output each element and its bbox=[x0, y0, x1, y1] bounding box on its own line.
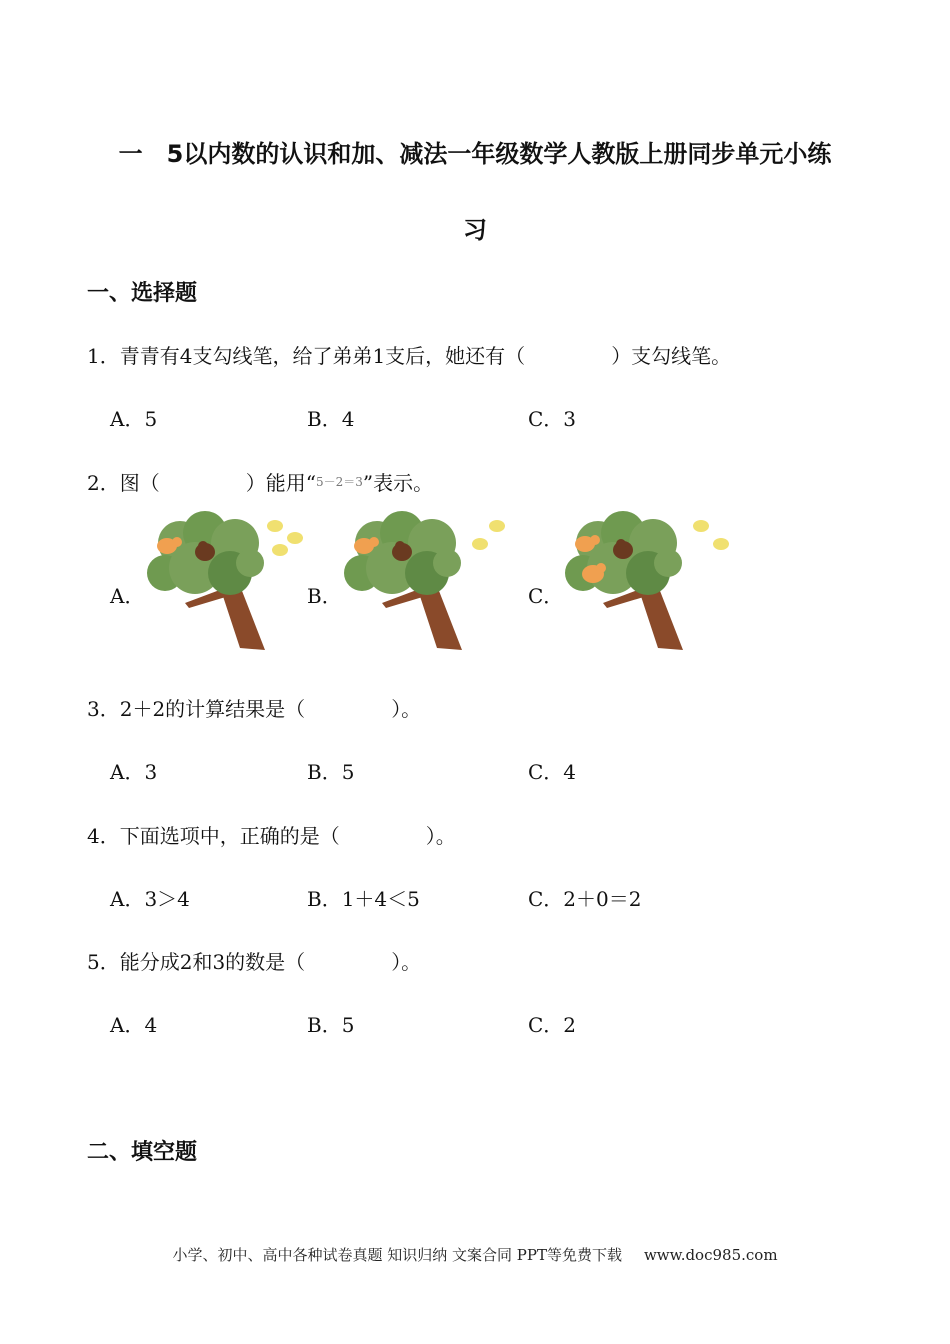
question-1 bbox=[87, 340, 731, 369]
section-heading-choice: 一、选择题 bbox=[87, 281, 198, 306]
q2-option-b: B． bbox=[307, 584, 342, 608]
question-4-text-end: ）。 bbox=[425, 824, 456, 848]
question-2-text-mid: ）能用“ bbox=[245, 471, 316, 495]
q4-option-c: C．2＋0＝2 bbox=[528, 887, 642, 911]
yellow-bird-icon bbox=[713, 538, 729, 550]
q1-option-b: B．4 bbox=[307, 407, 355, 431]
q1-option-a: A．5 bbox=[110, 407, 158, 431]
q3-option-c: C．4 bbox=[528, 760, 577, 784]
q2-option-c: C． bbox=[528, 584, 564, 608]
q3-option-a: A．3 bbox=[110, 760, 158, 784]
question-5-text-end: ）。 bbox=[391, 950, 422, 974]
page-footer bbox=[0, 1244, 950, 1265]
yellow-bird-icon bbox=[489, 520, 505, 532]
q3-option-b: B．5 bbox=[307, 760, 355, 784]
question-3-text: 3．2＋2的计算结果是（ bbox=[87, 697, 306, 721]
question-1-text: 1．青青有4支勾线笔，给了弟弟1支后，她还有（ bbox=[87, 344, 526, 368]
q4-option-a: A．3＞4 bbox=[110, 887, 190, 911]
page-title-line-1: 一 5以内数的认识和加、减法一年级数学人教版上册同步单元小练 bbox=[118, 140, 832, 168]
yellow-bird-icon bbox=[272, 544, 288, 556]
tree-birds-illustration-c bbox=[563, 508, 733, 658]
question-3-text-end: ）。 bbox=[391, 697, 422, 721]
footer-url[interactable]: www.doc985.com bbox=[643, 1246, 778, 1264]
q2-option-a: A． bbox=[110, 584, 145, 608]
q4-option-b: B．1＋4＜5 bbox=[307, 887, 420, 911]
question-4-text: 4．下面选项中，正确的是（ bbox=[87, 824, 340, 848]
footer-text: 小学、初中、高中各种试卷真题 知识归纳 文案合同 PPT等免费下载 bbox=[172, 1246, 622, 1264]
q5-option-a: A．4 bbox=[110, 1013, 158, 1037]
question-2-text: 2．图（ bbox=[87, 471, 160, 495]
question-4 bbox=[87, 820, 456, 849]
question-2-text-end: ”表示。 bbox=[362, 471, 434, 495]
yellow-bird-icon bbox=[287, 532, 303, 544]
formula-image: 5－2＝3 bbox=[315, 475, 363, 489]
yellow-bird-icon bbox=[693, 520, 709, 532]
section-heading-fill: 二、填空题 bbox=[87, 1140, 198, 1165]
question-1-text-end: ）支勾线笔。 bbox=[611, 344, 732, 368]
yellow-bird-icon bbox=[472, 538, 488, 550]
question-3 bbox=[87, 693, 421, 722]
question-2 bbox=[87, 467, 433, 496]
page-title-line-2: 习 bbox=[463, 216, 487, 244]
yellow-bird-icon bbox=[267, 520, 283, 532]
q5-option-c: C．2 bbox=[528, 1013, 577, 1037]
q1-option-c: C．3 bbox=[528, 407, 577, 431]
tree-birds-illustration-a bbox=[145, 508, 315, 658]
q5-option-b: B．5 bbox=[307, 1013, 355, 1037]
question-5-text: 5．能分成2和3的数是（ bbox=[87, 950, 306, 974]
question-5 bbox=[87, 946, 421, 975]
tree-birds-illustration-b bbox=[342, 508, 512, 658]
